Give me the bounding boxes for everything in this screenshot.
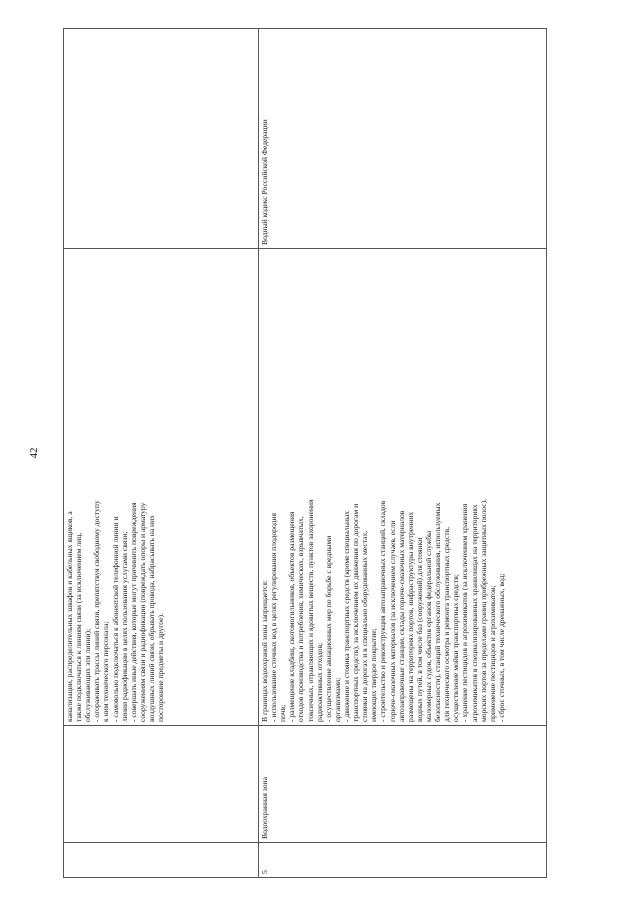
text-line: отходов производства и потребления, химических, взрывчатых, — [296, 516, 306, 722]
text-line: линии радиофикации в целях пользования услугами связи; — [119, 531, 129, 722]
text-line: - совершать иные действия, которые могут причинить повреждения — [128, 502, 138, 722]
text-line: морских портов за пределами границ прибрежных защитных полос), — [478, 498, 488, 722]
text-line: безопасности), станций технического обслуживания, используемых — [433, 502, 443, 722]
text-line: - огораживать трассы линий связи, препятствуя свободному доступу — [92, 500, 102, 722]
text-line: - использование сточных вод в целях регулирования плодородия — [269, 513, 279, 722]
legal-basis-cell — [64, 29, 259, 249]
text-line: применение пестицидов и агрохимикатов; — [487, 585, 497, 722]
text-line: маломерных судов, объектов органов федеральной службы — [423, 530, 433, 722]
table-row — [64, 29, 259, 878]
page-number: 42 — [28, 447, 40, 459]
row-number-cell — [64, 843, 259, 878]
text-line: - сброс сточных, в том числе дренажных, вод; — [496, 573, 506, 722]
text-line: водных путей, в том числе баз (сооружений) для стоянки — [414, 537, 424, 722]
text-line: - осуществление авиационных мер по борьбе с вредными — [323, 535, 333, 722]
text-line: организмами; — [332, 677, 342, 722]
text-line: для технического осмотра и ремонта транспортных средств, — [442, 526, 452, 722]
text-line: - хранение пестицидов и агрохимикатов (за исключением хранения — [460, 503, 470, 722]
rotated-page — [28, 28, 588, 878]
text-line: имеющих твердое покрытие; — [369, 628, 379, 722]
zone-name-cell — [64, 726, 259, 843]
text-line: почв; — [278, 704, 288, 722]
text-line: автозаправочные станции, склады горюче-смазочных материалов — [396, 510, 406, 722]
text-line: горюче-смазочных материалов (за исключением случаев, если — [387, 520, 397, 722]
restrictions-table — [63, 28, 547, 878]
text-line: посторонние предметы и другое). — [156, 613, 166, 722]
zone-name-cell: Водоохранная зона — [259, 726, 547, 843]
text-line: воздушных линий связи, обрывать провода, набрасывать на них — [146, 515, 156, 722]
table-row — [259, 29, 547, 878]
text-line: - размещение кладбищ, скотомогильников, объектов размещения — [287, 511, 297, 722]
text-line: - самовольно подключаться к абонентской телефонной линии и — [110, 516, 120, 722]
text-line: радиоактивных отходов; — [314, 642, 324, 722]
text-line: агрохимикатов в специализированных хранилищах на территориях — [469, 504, 479, 722]
text-line: токсичных, отравляющих и ядовитых веществ, пунктов захоронения — [305, 499, 315, 722]
legal-basis-cell: Водный кодекс Российской Федерации — [259, 29, 547, 249]
text-line: стоянки на дорогах и в специально оборудованных местах, — [360, 530, 370, 722]
text-line: - строительство и реконструкция автозаправочных станций, складов — [378, 500, 388, 722]
text-line: транспортных средств), за исключением их движения по дорогам и — [351, 503, 361, 722]
text-line: размещены на территориях портов, инфраструктуры внутренних — [405, 511, 415, 722]
restrictions-cell — [64, 249, 259, 726]
text-line: В границах водоохраной зоны запрещается: — [260, 580, 269, 722]
text-line: осуществление мойки транспортных средств; — [451, 574, 461, 722]
text-line: - движение и стоянка транспортных средств (кроме специальных — [341, 510, 351, 722]
text-line: обслуживающих эти линии); — [83, 628, 93, 722]
text-line: к ним технического персонала; — [101, 621, 111, 722]
restrictions-cell — [259, 249, 547, 726]
text-line: сооружениям связи и радиофикации (повреждать опоры и арматуру — [137, 502, 147, 722]
text-line: также подключаться к линиям связи (за исключением лиц, — [74, 532, 84, 722]
row-number-cell: 5 — [259, 843, 547, 878]
text-line: канализации, распределительных шкафов и кабельных ящиков, а — [65, 511, 74, 722]
